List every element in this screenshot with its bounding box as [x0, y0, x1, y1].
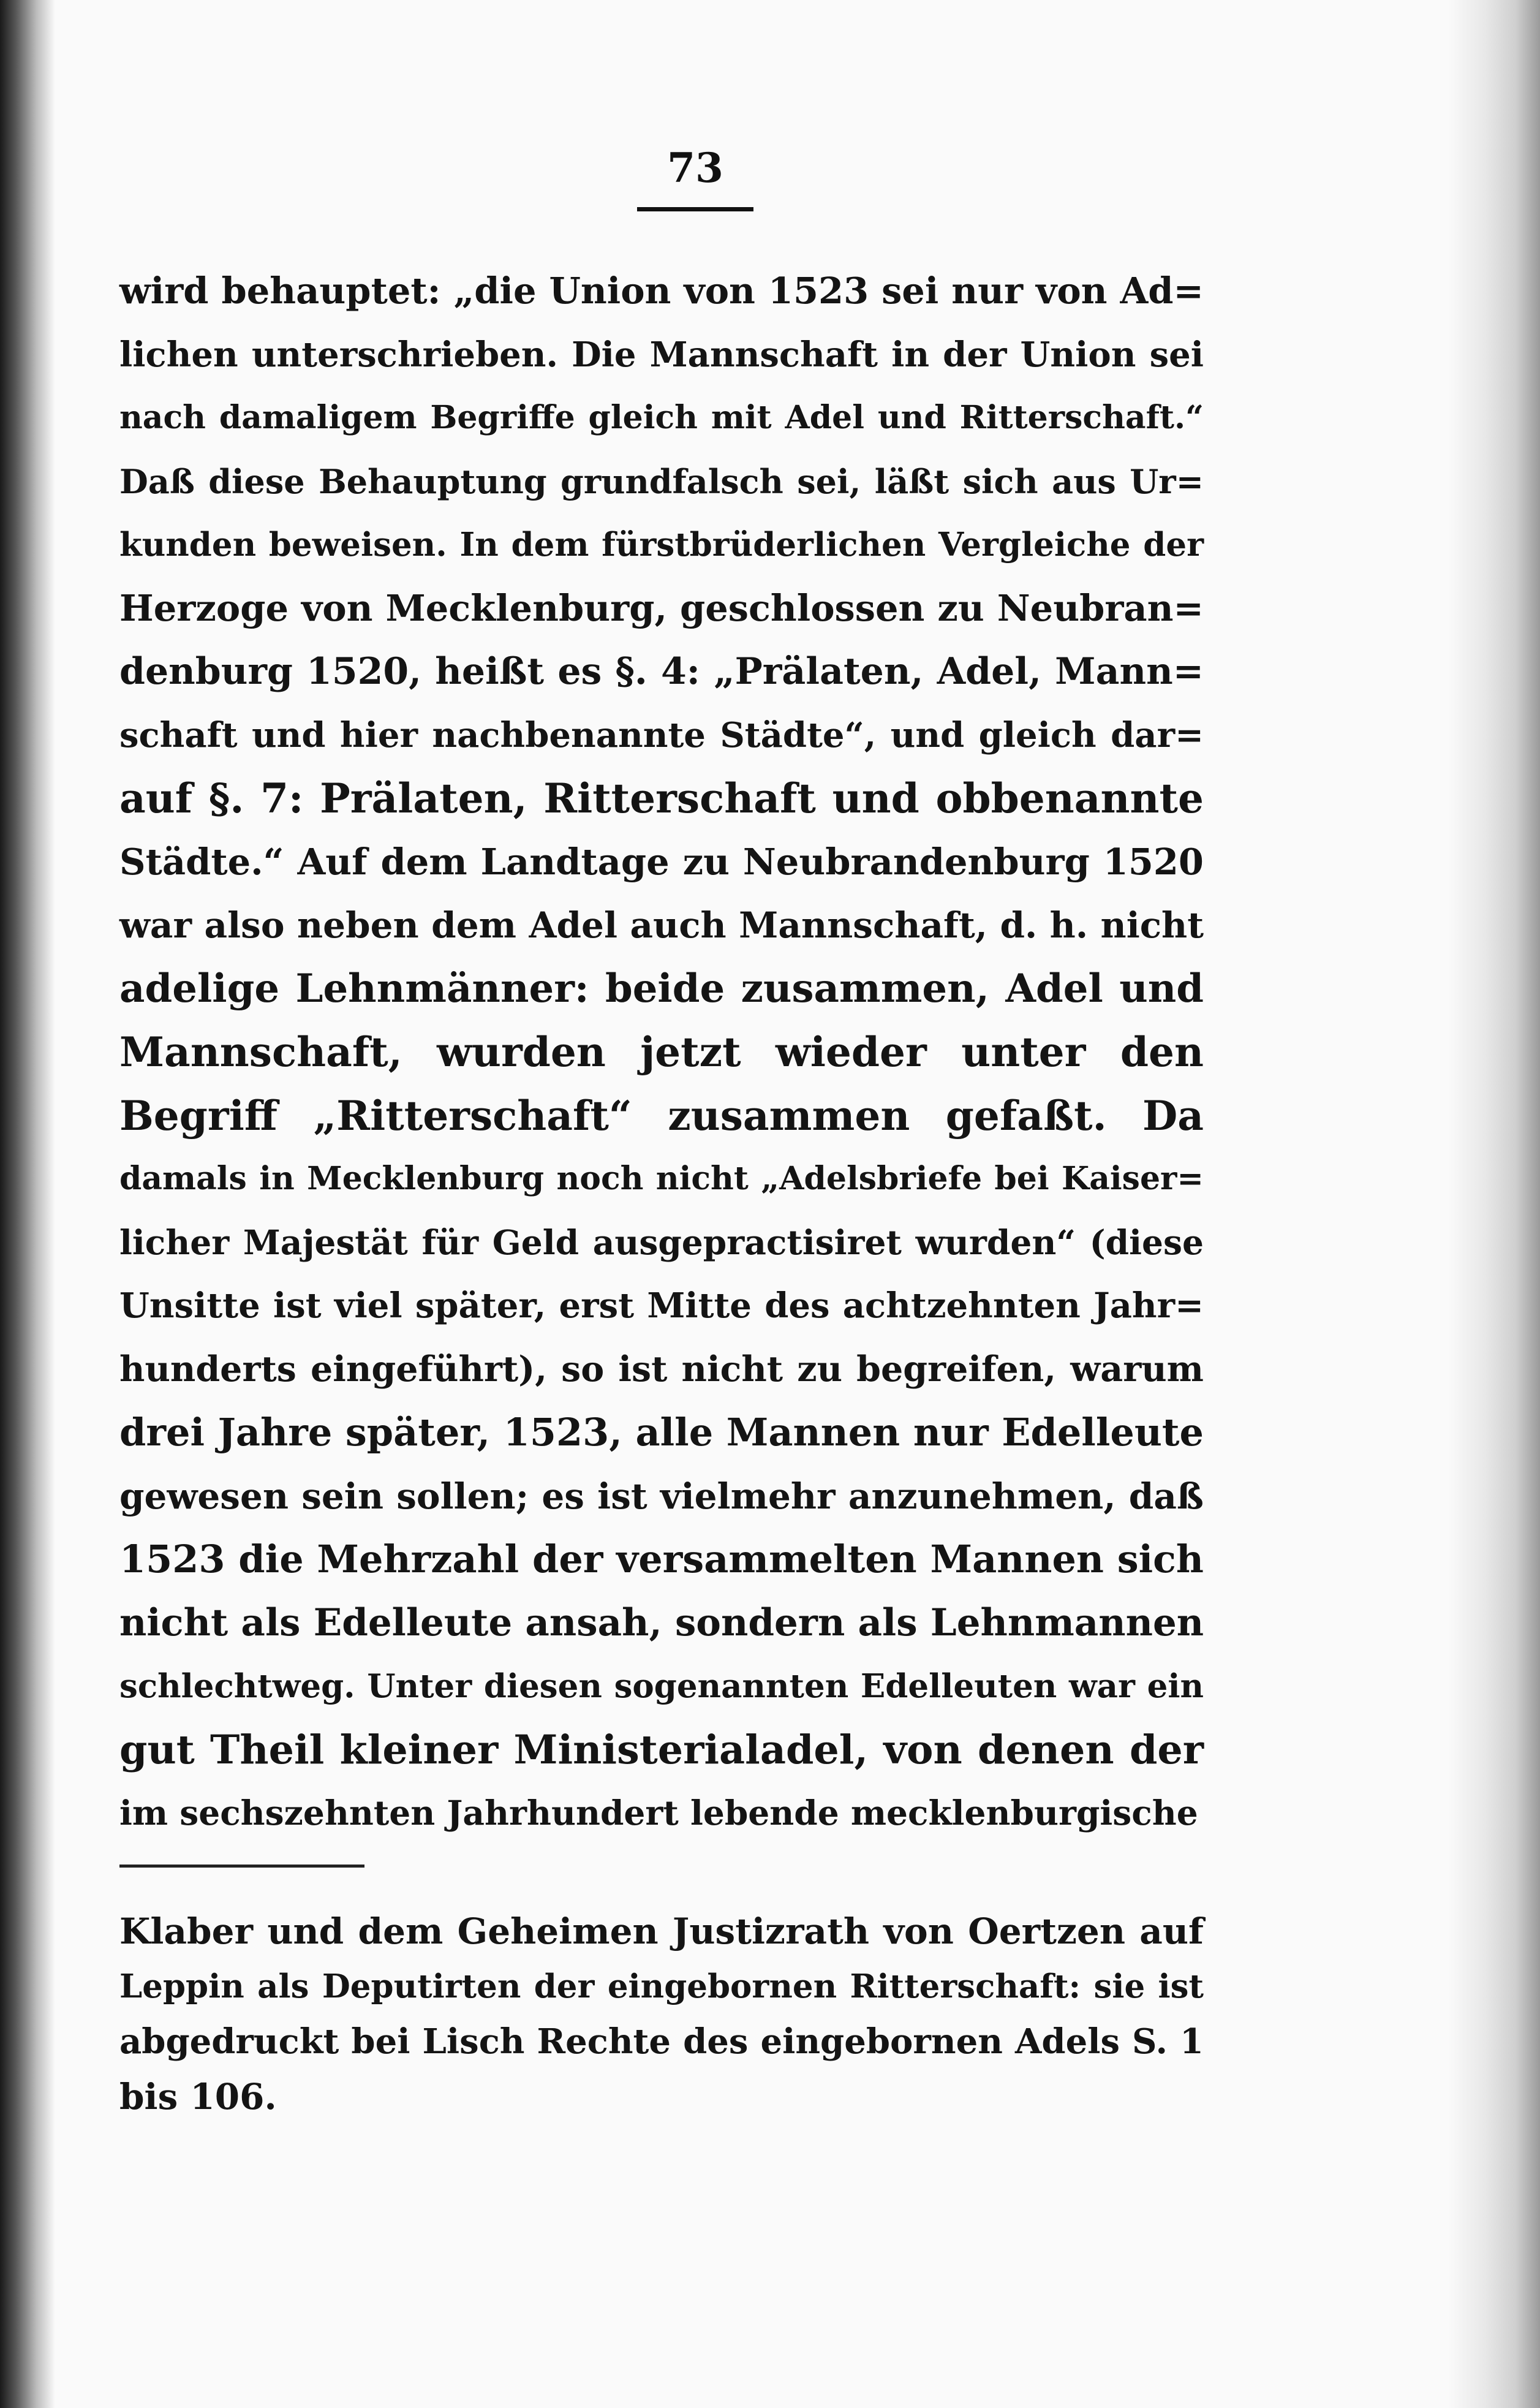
text-line: nicht als Edelleute ansah, sondern als Lehnmannen: [119, 1601, 1204, 1645]
page-gutter-shadow: [0, 0, 55, 2408]
text-line: nach damaligem Begriffe gleich mit Adel und Ritterschaft.“: [119, 399, 1204, 436]
text-line: denburg 1520, heißt es §. 4: „Prälaten, Adel, Mann=: [119, 650, 1204, 693]
footnote-rule: [119, 1865, 364, 1868]
text-line: hunderts eingeführt), so ist nicht zu begreifen, warum: [119, 1349, 1204, 1390]
text-line: war also neben dem Adel auch Mannschaft, d. h. nicht: [119, 904, 1204, 946]
page-number-rule: [637, 207, 753, 211]
text-line: licher Majestät für Geld ausgepractisiret wurden“ (diese: [119, 1222, 1204, 1262]
footnote-line: Leppin als Deputirten der eingebornen Ritterschaft: sie ist: [119, 1967, 1204, 2005]
text-line: 1523 die Mehrzahl der versammelten Mannen sich: [119, 1537, 1204, 1581]
footnote-line: abgedruckt bei Lisch Rechte des eingebornen Adels S. 1: [119, 2021, 1204, 2062]
text-line: gewesen sein sollen; es ist vielmehr anzunehmen, daß: [119, 1475, 1204, 1517]
text-line: gut Theil kleiner Ministerialadel, von denen der: [119, 1727, 1204, 1773]
text-line: damals in Mecklenburg noch nicht „Adelsbriefe bei Kaiser=: [119, 1160, 1204, 1197]
page-number: 73: [667, 144, 723, 192]
text-line: Unsitte ist viel später, erst Mitte des achtzehnten Jahr=: [119, 1285, 1204, 1326]
text-line: schaft und hier nachbenannte Städte“, und gleich dar=: [119, 715, 1204, 755]
footnote-line: Klaber und dem Geheimen Justizrath von Oertzen auf: [119, 1910, 1204, 1952]
text-line: schlechtweg. Unter diesen sogenannten Edelleuten war ein: [119, 1667, 1204, 1705]
footnote-line: bis 106.: [119, 2076, 277, 2118]
text-line: kunden beweisen. In dem fürstbrüderlichen Vergleiche der: [119, 526, 1204, 564]
text-line: drei Jahre später, 1523, alle Mannen nur Edelleute: [119, 1410, 1204, 1455]
text-line: lichen unterschrieben. Die Mannschaft in der Union sei: [119, 335, 1204, 375]
page-edge: [1448, 0, 1540, 2408]
text-line: adelige Lehnmänner: beide zusammen, Adel und: [119, 966, 1204, 1012]
text-line: Mannschaft, wurden jetzt wieder unter den: [119, 1028, 1204, 1076]
text-line: Städte.“ Auf dem Landtage zu Neubrandenburg 1520: [119, 841, 1204, 883]
text-line: Daß diese Behauptung grundfalsch sei, läßt sich aus Ur=: [119, 462, 1204, 501]
text-line: auf §. 7: Prälaten, Ritterschaft und obbenannte: [119, 774, 1204, 822]
text-line: Begriff „Ritterschaft“ zusammen gefaßt. Da: [119, 1092, 1204, 1140]
text-line: im sechszehnten Jahrhundert lebende mecklenburgische: [119, 1793, 1198, 1833]
text-line: Herzoge von Mecklenburg, geschlossen zu Neubran=: [119, 587, 1204, 629]
text-line: wird behauptet: „die Union von 1523 sei nur von Ad=: [119, 270, 1204, 312]
